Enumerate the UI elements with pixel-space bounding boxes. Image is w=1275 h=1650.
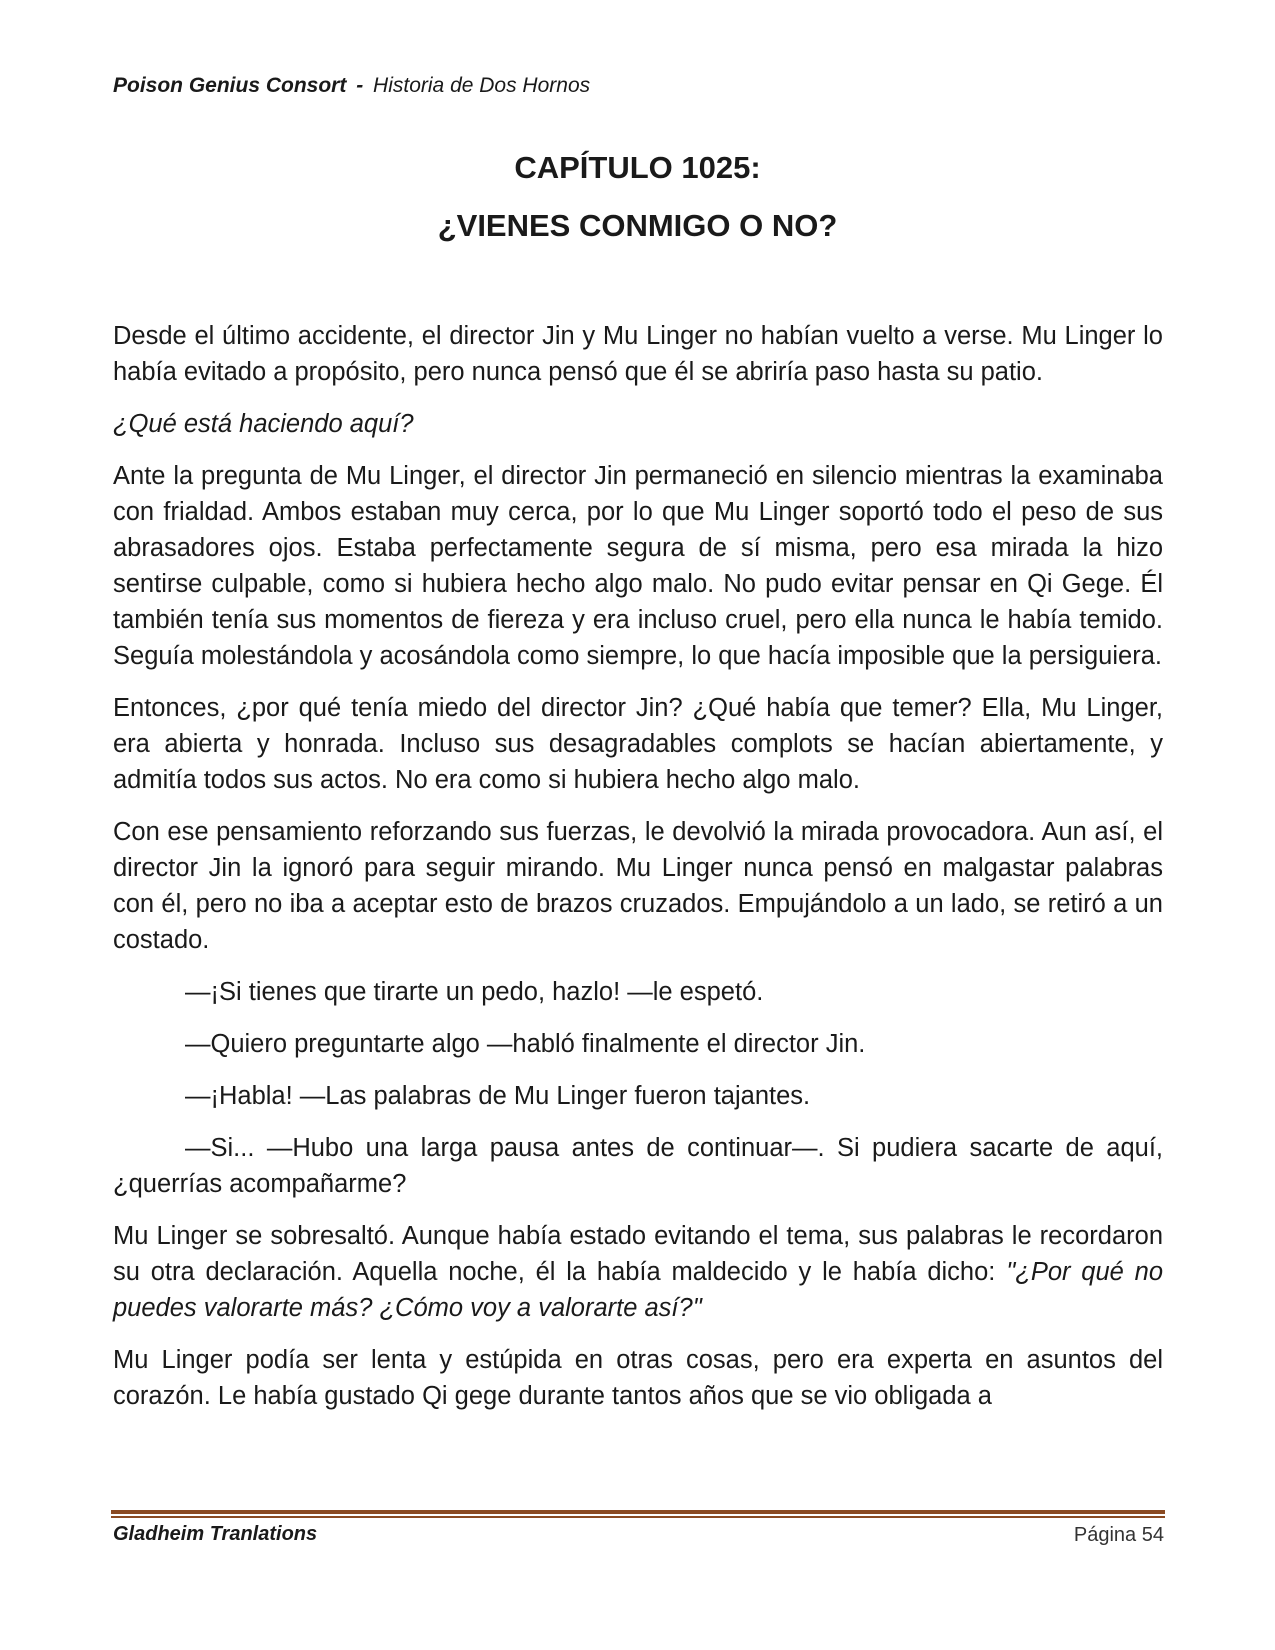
- paragraph: Entonces, ¿por qué tenía miedo del director Jin? ¿Qué había que temer? Ella, Mu Linger, era abierta y honrada. Incluso sus desagradables complots se hacían abiertamente, y admitía todos sus actos. No era como si hubiera hecho algo malo.: [113, 694, 1163, 794]
- page-header: [113, 74, 590, 98]
- paragraph: Con ese pensamiento reforzando sus fuerzas, le devolvió la mirada provocadora. Aun así, el director Jin la ignoró para seguir mirando. Mu Linger nunca pensó en malgastar palabras con él, pero no iba a aceptar esto de brazos cruzados. Empujándolo a un lado, se retiró a un costado.: [113, 818, 1163, 954]
- publisher-name: Gladheim Tranlations: [113, 1523, 318, 1545]
- dialogue-line: —¡Si tienes que tirarte un pedo, hazlo! —le espetó.: [185, 978, 764, 1006]
- page-number: 54: [1141, 1524, 1164, 1546]
- paragraph: Mu Linger podía ser lenta y estúpida en otras cosas, pero era experta en asuntos del corazón. Le había gustado Qi gege durante tantos años que se vio obligada a: [113, 1346, 1163, 1410]
- dialogue-line: —Quiero preguntarte algo —habló finalmente el director Jin.: [185, 1030, 866, 1058]
- page-indicator: [1074, 1524, 1164, 1547]
- book-title: Poison Genius Consort: [113, 74, 347, 97]
- dialogue-line: —¡Habla! —Las palabras de Mu Linger fueron tajantes.: [185, 1082, 811, 1110]
- page-label: Página: [1073, 1524, 1137, 1546]
- footer-rule-thin: [111, 1516, 1165, 1518]
- chapter-body: [113, 318, 1163, 1430]
- header-separator: -: [356, 74, 364, 97]
- paragraph: [113, 1218, 1163, 1326]
- chapter-title: ¿VIENES CONMIGO O NO?: [437, 208, 838, 243]
- paragraph-text: Mu Linger se sobresaltó. Aunque había estado evitando el tema, sus palabras le recordaron su otra declaración. Aquella noche, él la había maldecido y le había dicho:: [113, 1222, 1163, 1286]
- quoted-speech: "¿Por qué no puedes valorarte más? ¿Cómo voy a valorarte así?": [113, 1258, 1164, 1322]
- chapter-heading: [0, 148, 1275, 264]
- footer-rule: [111, 1510, 1165, 1514]
- paragraph: Ante la pregunta de Mu Linger, el director Jin permaneció en silencio mientras la examinaba con frialdad. Ambos estaban muy cerca, por lo que Mu Linger soportó todo el peso de sus abrasadores ojos. Estaba perfectamente segura de sí misma, pero esa mirada la hizo sentirse culpable, como si hubiera hecho algo malo. No pudo evitar pensar en Qi Gege. Él también tenía sus momentos de fiereza y era incluso cruel, pero ella nunca le había temido. Seguía molestándola y acosándola como siempre, lo que hacía imposible que la persiguiera.: [113, 462, 1163, 670]
- paragraph: Desde el último accidente, el director Jin y Mu Linger no habían vuelto a verse. Mu Linger lo había evitado a propósito, pero nunca pensó que él se abriría paso hasta su patio.: [113, 322, 1163, 386]
- thought-paragraph: ¿Qué está haciendo aquí?: [113, 410, 414, 438]
- chapter-number: CAPÍTULO 1025:: [514, 150, 761, 185]
- dialogue-line: —Si... —Hubo una larga pausa antes de continuar—. Si pudiera sacarte de aquí, ¿querrías acompañarme?: [113, 1134, 1163, 1198]
- book-subtitle: Historia de Dos Hornos: [373, 74, 591, 97]
